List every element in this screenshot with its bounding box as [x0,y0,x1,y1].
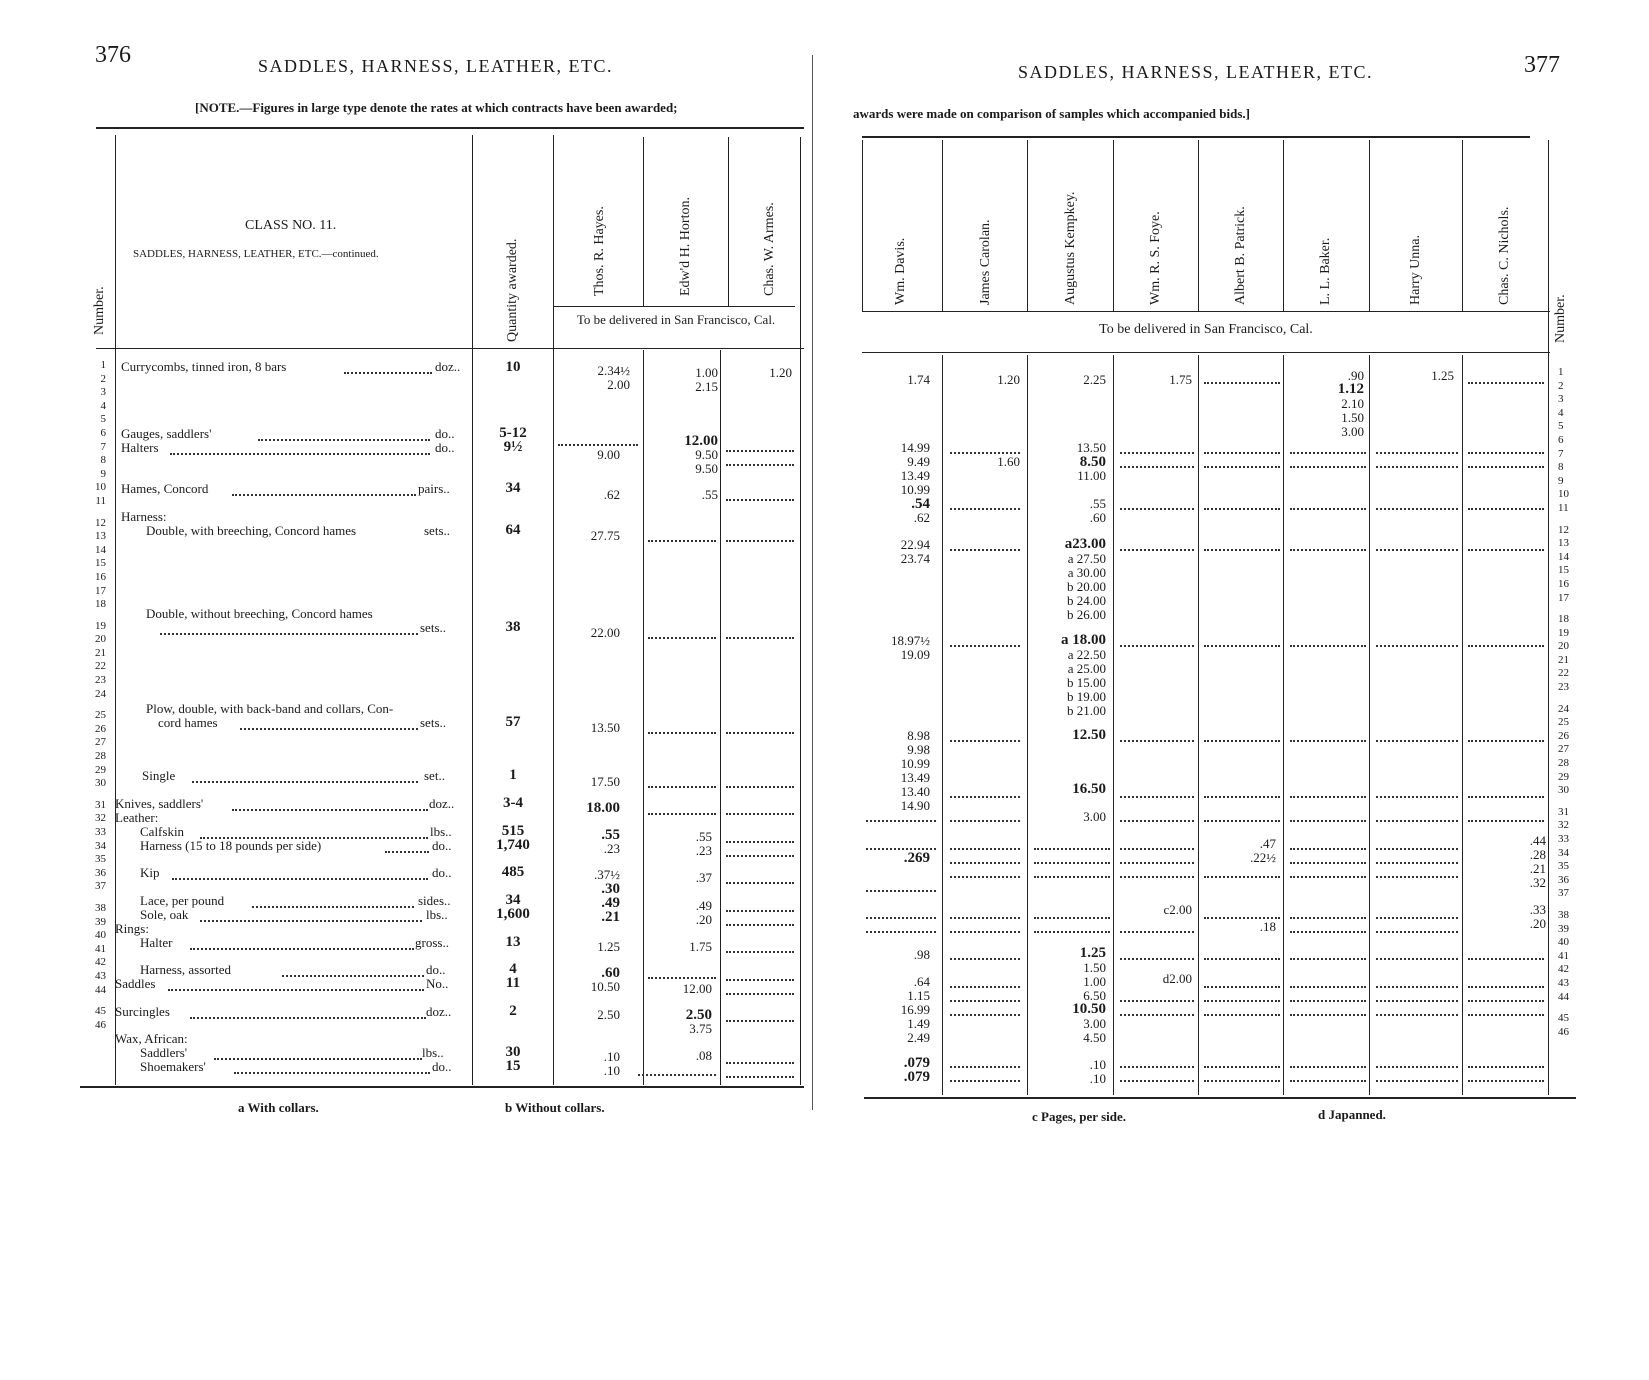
item-label: Halter [140,935,173,950]
footnote-c: c Pages, per side. [1032,1109,1126,1124]
row-numbers-left: 1 2 3 4 5 6 7 8 9 10 11 12 13 14 15 16 17 18 19 20 21 22 23 24 25 26 27 28 29 30 31 32 33 34 35 36 37 38 39 40 41 42 43 44 45 46 [95,359,106,1031]
bid-cell-kempkey: b 24.00 [1067,593,1106,608]
bid-cell-hayes: 17.50 [590,774,620,789]
quantity-cell: 9½ [503,439,523,455]
bid-cell-foye: 1.75 [1169,372,1192,387]
bid-cell-nichols: .28 [1529,847,1546,862]
item-unit: do.. [426,962,446,977]
bid-cell-kempkey: b 15.00 [1067,675,1106,690]
item-label: Harness: [121,509,167,524]
bid-cell-nichols: .20 [1529,916,1546,931]
quantity-cell: 5-12 [499,425,527,441]
footnote-b: b Without collars. [505,1100,605,1115]
item-unit: doz.. [435,359,461,374]
quantity-cell: 1 [509,767,517,783]
bid-cell-hayes: .60 [601,965,620,981]
bid-cell-kempkey: 11.00 [1077,468,1106,483]
item-unit: do.. [432,838,452,853]
bid-cell-hayes: 9.00 [597,447,620,462]
bid-cell-kempkey: b 21.00 [1067,703,1106,718]
item-label: Double, without breeching, Concord hames [146,606,373,621]
bid-cell-baker: 1.12 [1337,381,1364,397]
item-label: Single [142,768,176,783]
bid-cell-hayes: .21 [601,909,620,925]
bid-cell-kempkey: 10.50 [1072,1001,1106,1017]
bid-cell-baker: .90 [1347,368,1364,383]
footnote-d: d Japanned. [1318,1107,1386,1122]
quantity-cell: 1,740 [496,837,530,853]
item-label: Calfskin [140,824,185,839]
bid-cell-kempkey: b 19.00 [1067,689,1106,704]
bid-cell-kempkey: 16.50 [1072,781,1106,797]
bid-cell-hayes: 27.75 [590,528,620,543]
bid-cell-hayes: 2.50 [597,1007,620,1022]
bid-cell-hayes: .62 [603,487,620,502]
item-label: Rings: [115,921,149,936]
item-label: Knives, saddlers' [115,796,204,811]
bidder-foye-header: Wm. R. S. Foye. [1148,211,1163,305]
number-column-header-left: Number. [92,286,107,335]
item-unit: set.. [424,768,445,783]
item-unit: sides.. [418,893,451,908]
bid-cell-hayes: .30 [601,881,620,897]
item-unit: lbs.. [422,1045,444,1060]
bid-cell-unna: 1.25 [1431,368,1454,383]
page-header-right: SADDLES, HARNESS, LEATHER, ETC. [1018,62,1374,82]
item-label: Saddlers' [140,1045,188,1060]
bid-cell-davis: 13.49 [900,468,930,483]
quantity-cell: 15 [505,1058,521,1074]
row-numbers-right: 1 2 3 4 5 6 7 8 9 10 11 12 13 14 15 16 17 18 19 20 21 22 23 24 25 26 27 28 29 30 31 32 33 34 35 36 37 38 39 40 41 42 43 44 45 46 [1558,366,1569,1038]
bid-cell-foye: c2.00 [1163,902,1192,917]
item-label: Harness, assorted [140,962,231,977]
bidder-horton-header: Edw'd H. Horton. [678,197,693,296]
bid-cell-horton: 9.50 [695,447,718,462]
bid-cell-hayes: .10 [603,1049,620,1064]
bid-cell-davis: 1.49 [907,1016,930,1031]
quantity-cell: 64 [505,522,521,538]
item-label: Gauges, saddlers' [121,426,212,441]
bid-cell-nichols: .21 [1529,861,1546,876]
bid-cell-kempkey: b 20.00 [1067,579,1106,594]
bid-cell-kempkey: a23.00 [1064,536,1106,552]
bid-cell-baker: 1.50 [1341,410,1364,425]
bidder-patrick-header: Albert B. Patrick. [1233,206,1248,305]
bidder-hayes-header: Thos. R. Hayes. [592,206,607,296]
delivery-header-left: To be delivered in San Francisco, Cal. [576,312,776,327]
bid-cell-horton: .23 [695,843,712,858]
bid-cell-hayes: 10.50 [590,979,620,994]
bid-cell-kempkey: 2.25 [1083,372,1106,387]
bid-cell-hayes: 1.25 [597,939,620,954]
bid-cell-hayes: .49 [601,895,620,911]
page-number-right: 377 [1524,52,1560,78]
bidder-nichols-header: Chas. C. Nichols. [1497,206,1512,305]
bid-cell-horton: 2.15 [695,379,718,394]
bid-cell-davis: 1.15 [907,988,930,1003]
item-unit: do.. [432,1059,452,1074]
bid-cell-kempkey: a 22.50 [1067,647,1106,662]
bid-cell-horton: 1.00 [695,365,718,380]
item-label: cord hames [158,715,218,730]
bidder-armes-header: Chas. W. Armes. [762,202,777,296]
item-unit: do.. [435,440,455,455]
quantity-cell: 4 [509,961,517,977]
bid-cell-davis: 14.90 [900,798,930,813]
bid-cell-horton: .20 [695,912,712,927]
item-label: Double, with breeching, Concord hames [146,523,357,538]
item-unit: gross.. [415,935,449,950]
bid-cell-kempkey: 8.50 [1079,454,1106,470]
item-label: Shoemakers' [140,1059,206,1074]
bid-cell-horton: 9.50 [695,461,718,476]
item-label: Wax, African: [115,1031,188,1046]
bid-cell-horton: 12.00 [682,981,712,996]
bid-cell-davis: .269 [903,850,930,866]
item-label: Kip [140,865,160,880]
bidder-carolan-header: James Carolan. [978,219,993,305]
bid-cell-kempkey: .10 [1089,1057,1106,1072]
quantity-cell: 34 [505,480,521,496]
bid-cell-davis: .98 [913,947,930,962]
page-header-left: SADDLES, HARNESS, LEATHER, ETC. [258,56,614,76]
quantity-cell: 38 [505,619,521,635]
bidder-kempkey-header: Augustus Kempkey. [1063,191,1078,305]
bid-cell-patrick: .47 [1259,836,1276,851]
bid-cell-davis: 18.97½ [891,633,930,648]
item-unit: do.. [435,426,455,441]
number-column-header-right: Number. [1553,294,1568,343]
bid-cell-carolan: 1.60 [997,454,1020,469]
bid-cell-hayes: .10 [603,1063,620,1078]
bid-cell-davis: 9.49 [907,454,930,469]
bidder-baker-header: L. L. Baker. [1318,237,1333,305]
footnote-a: a With collars. [238,1100,319,1115]
item-label: Halters [121,440,159,455]
bid-cell-kempkey: .60 [1089,510,1106,525]
bid-cell-davis: 22.94 [900,537,930,552]
bid-cell-davis: 19.09 [900,647,930,662]
quantity-cell: 11 [505,975,521,991]
item-label: Harness (15 to 18 pounds per side) [140,838,322,853]
bid-cell-horton: .55 [701,487,718,502]
bid-cell-kempkey: b 26.00 [1067,607,1106,622]
item-unit: sets.. [424,523,450,538]
item-unit: do.. [432,865,452,880]
item-unit: doz.. [429,796,455,811]
quantity-cell: 3-4 [503,795,523,811]
bid-cell-davis: .62 [913,510,930,525]
bid-cell-davis: 13.49 [900,770,930,785]
item-label: Lace, per pound [140,893,225,908]
bid-cell-hayes: .37½ [594,867,620,882]
bid-cell-horton: .08 [695,1048,712,1063]
quantity-cell: 1,600 [496,906,530,922]
bid-cell-horton: 12.00 [684,433,718,449]
bid-cell-hayes: .23 [603,841,620,856]
bid-cell-davis: .079 [903,1055,930,1071]
bid-cell-davis: .079 [903,1069,930,1085]
bid-cell-hayes: 2.34½ [597,363,630,378]
bid-cell-davis: 23.74 [900,551,930,566]
bid-cell-davis: 10.99 [900,482,930,497]
bid-cell-kempkey: 4.50 [1083,1030,1106,1045]
bid-cell-horton: 2.50 [685,1007,712,1023]
item-unit: doz.. [426,1004,452,1019]
bid-cell-horton: .55 [695,829,712,844]
bid-cell-carolan: 1.20 [997,372,1020,387]
bid-cell-horton: .37 [695,870,712,885]
item-unit: lbs.. [430,824,452,839]
item-unit: No.. [426,976,449,991]
bidder-davis-header: Wm. Davis. [893,237,908,305]
quantity-cell: 34 [505,892,521,908]
bid-cell-davis: .54 [911,496,930,512]
bid-cell-hayes: 18.00 [586,800,620,816]
bid-cell-kempkey: 12.50 [1072,727,1106,743]
item-label: Currycombs, tinned iron, 8 bars [121,359,287,374]
bid-cell-nichols: .33 [1529,902,1546,917]
item-unit: sets.. [420,620,446,635]
class-subtitle: SADDLES, HARNESS, LEATHER, ETC.—continued. [133,248,379,260]
quantity-cell: 515 [501,823,525,839]
bid-cell-kempkey: 3.00 [1083,1016,1106,1031]
item-unit: sets.. [420,715,446,730]
bid-cell-davis: 16.99 [900,1002,930,1017]
bid-cell-nichols: .44 [1529,833,1546,848]
bid-cell-kempkey: 6.50 [1083,988,1106,1003]
bid-cell-kempkey: 1.00 [1083,974,1106,989]
bid-cell-davis: .64 [913,974,930,989]
bid-cell-kempkey: 13.50 [1076,440,1106,455]
bid-cell-patrick: .18 [1259,919,1276,934]
item-label: Saddles [115,976,156,991]
bidder-unna-header: Harry Unna. [1408,235,1423,305]
quantity-cell: 10 [505,359,521,375]
item-label: Leather: [115,810,159,825]
bid-cell-horton: .49 [695,898,712,913]
bid-cell-davis: 13.40 [900,784,930,799]
item-unit: lbs.. [426,907,448,922]
bid-cell-nichols: .32 [1529,875,1546,890]
item-label: Surcingles [115,1004,170,1019]
bid-cell-hayes: .55 [601,827,620,843]
bid-cell-horton: 1.75 [689,939,712,954]
quantity-column-header: Quantity awarded. [505,238,520,342]
item-unit: pairs.. [418,481,450,496]
quantity-cell: 485 [501,864,525,880]
bid-cell-davis: 10.99 [900,756,930,771]
bid-cell-kempkey: 3.00 [1083,809,1106,824]
bid-cell-kempkey: 1.25 [1079,945,1106,961]
bid-cell-davis: 9.98 [907,742,930,757]
class-title: CLASS NO. 11. [245,218,337,233]
bid-cell-horton: 3.75 [689,1021,712,1036]
bid-cell-kempkey: a 30.00 [1067,565,1106,580]
quantity-cell: 2 [509,1003,517,1019]
bid-cell-patrick: .22½ [1250,850,1276,865]
quantity-cell: 57 [505,714,521,730]
item-label: Plow, double, with back-band and collars, Con- [146,701,394,716]
quantity-cell: 13 [505,934,521,950]
bid-cell-foye: d2.00 [1162,971,1192,986]
note-right: awards were made on comparison of samples which accompanied bids.] [853,106,1250,121]
quantity-cell: 30 [505,1044,521,1060]
note-left: [NOTE.—Figures in large type denote the rates at which contracts have been awarded; [195,100,678,115]
delivery-header-right: To be delivered in San Francisco, Cal. [1099,322,1313,337]
bid-cell-davis: 14.99 [900,440,930,455]
bid-cell-hayes: 22.00 [590,625,620,640]
bid-cell-kempkey: a 27.50 [1067,551,1106,566]
bid-cell-davis: 2.49 [907,1030,930,1045]
bid-cell-hayes: 13.50 [590,720,620,735]
item-label: Sole, oak [140,907,189,922]
bid-cell-hayes: 2.00 [607,377,630,392]
bid-cell-kempkey: 1.50 [1083,960,1106,975]
bid-cell-davis: 8.98 [907,728,930,743]
item-label: Hames, Concord [121,481,209,496]
bid-cell-kempkey: a 18.00 [1061,632,1106,648]
bid-cell-kempkey: .55 [1089,496,1106,511]
bid-cell-kempkey: a 25.00 [1067,661,1106,676]
bid-cell-baker: 3.00 [1341,424,1364,439]
bid-cell-armes: 1.20 [769,365,792,380]
bid-cell-kempkey: .10 [1089,1071,1106,1086]
bid-cell-davis: 1.74 [907,372,930,387]
page-number-left: 376 [95,42,131,68]
bid-cell-baker: 2.10 [1341,396,1364,411]
